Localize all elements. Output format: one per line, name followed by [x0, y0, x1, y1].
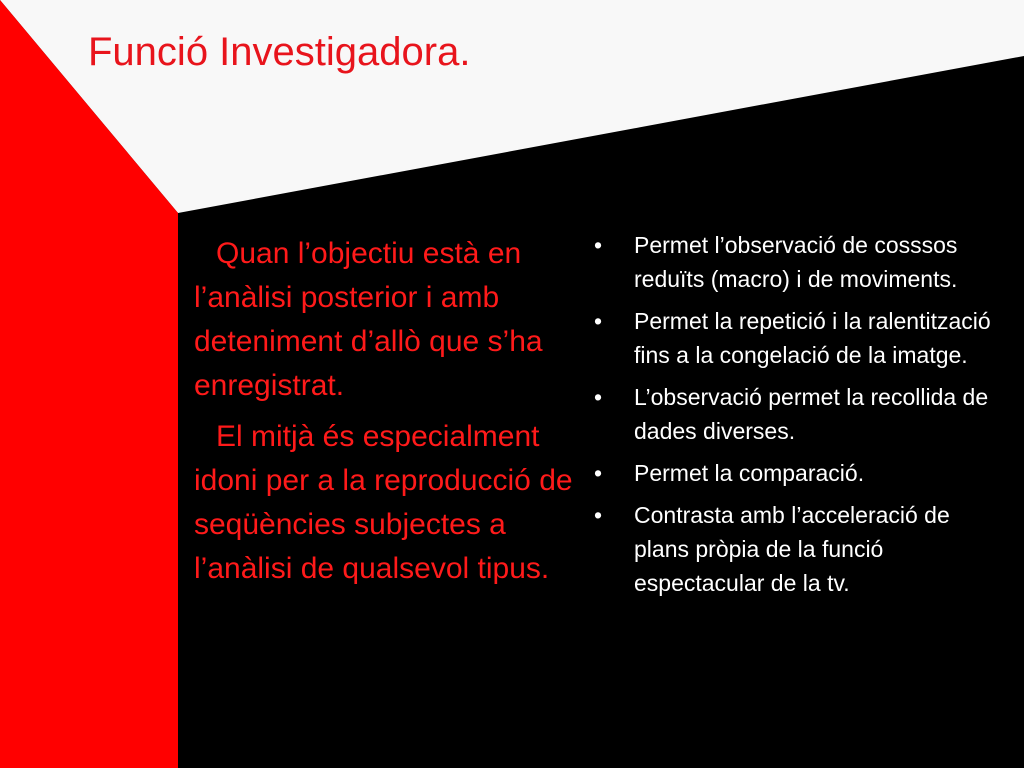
- bullet-icon: •: [594, 502, 603, 528]
- slide-title: Funció Investigadora.: [88, 30, 471, 74]
- bullet-icon: •: [594, 232, 603, 258]
- bullet-icon: •: [594, 384, 603, 410]
- bullet-icon: •: [594, 308, 603, 334]
- list-item-text: Permet l’observació de cosssos reduïts (macro) i de moviments.: [634, 232, 958, 292]
- list-item: [594, 380, 1004, 448]
- list-item-text: L’observació permet la recollida de dades diverses.: [634, 384, 989, 444]
- list-item: [594, 498, 1004, 600]
- left-text-block: [194, 232, 574, 598]
- left-paragraph: El mitjà és especialment idoni per a la reproducció de seqüències subjectes a l’anàlisi de qualsevol tipus.: [194, 420, 573, 585]
- list-item-text: Permet la comparació.: [634, 460, 865, 486]
- list-item: [594, 456, 1004, 490]
- list-item: [594, 228, 1004, 296]
- list-item: [594, 304, 1004, 372]
- bullet-list: [594, 228, 1004, 608]
- list-item-text: Contrasta amb l’acceleració de plans pròpia de la funció espectacular de la tv.: [634, 502, 950, 596]
- bullet-icon: •: [594, 460, 603, 486]
- list-item-text: Permet la repetició i la ralentització fins a la congelació de la imatge.: [634, 308, 991, 368]
- left-paragraph: Quan l’objectiu està en l’anàlisi posterior i amb deteniment d’allò que s’ha enregistrat.: [194, 237, 543, 402]
